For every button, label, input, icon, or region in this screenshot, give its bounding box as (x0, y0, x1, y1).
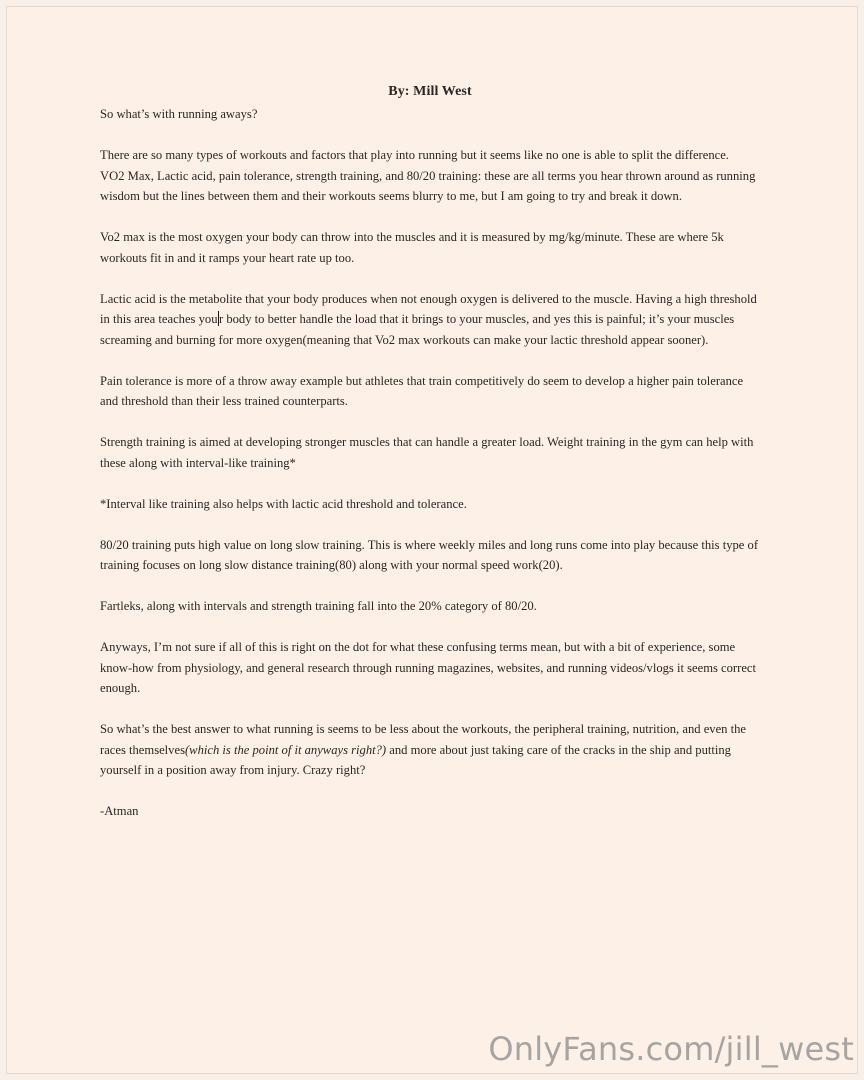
paragraph-vo2-max: Vo2 max is the most oxygen your body can throw into the muscles and it is measured by mg/kg/minute. These are where 5k workouts fit in and it ramps your heart rate up too. (100, 230, 724, 265)
paragraph-anyways: Anyways, I’m not sure if all of this is right on the dot for what these confusing terms mean, but with a bit of experience, some know-how from physiology, and general research through running magazines, websites, and running videos/vlogs it seems correct enough. (100, 640, 756, 695)
paragraph-intro-question: So what’s with running aways? (100, 107, 258, 121)
paragraph-lactic-acid: Lactic acid is the metabolite that your body produces when not enough oxygen is delivered to the muscle. Having a high threshold in this area teaches you r body to better handle the load that it brings to your muscles, and yes this is painful; it’s your muscles screaming and burning for more oxygen(meaning that Vo2 max workouts can make your lactic threshold appear sooner). (100, 291, 757, 347)
watermark: OnlyFans.com/jill_west (488, 1030, 854, 1068)
paragraph-conclusion: So what’s the best answer to what running is seems to be less about the workouts, the peripheral training, nutrition, and even the races themselves(which is the point of it anyways right?) and more about just taking care of the cracks in the ship and putting yourself in a position away from injury. Crazy right? (100, 722, 746, 777)
paragraph-fartleks: Fartleks, along with intervals and strength training fall into the 20% category of 80/20. (100, 599, 537, 613)
paragraph-terms: VO2 Max, Lactic acid, pain tolerance, strength training, and 80/20 training: these are all terms you hear thrown around as running wisdom but the lines between them and their workouts seems blurry to me, but I am going to try and break it down. (100, 168, 756, 203)
byline: By: Mill West (388, 84, 472, 99)
signoff: -Atman (100, 804, 139, 818)
paragraph-strength-training: Strength training is aimed at developing stronger muscles that can handle a greater load. Weight training in the gym can help with these along with interval-like training* (100, 435, 754, 470)
paragraph-workout-types: There are so many types of workouts and factors that play into running but it seems like no one is able to split the difference. (100, 148, 729, 162)
document-body[interactable] (100, 104, 760, 842)
italic-aside: (which is the point of it anyways right?) (184, 742, 387, 757)
paragraph-80-20: 80/20 training puts high value on long slow training. This is where weekly miles and long runs come into play because this type of training focuses on long slow distance training(80) along with your normal speed work(20). (100, 537, 759, 572)
paragraph-pain-tolerance: Pain tolerance is more of a throw away example but athletes that train competitively do seem to develop a higher pain tolerance and threshold than their less trained counterparts. (100, 373, 744, 408)
paragraph-interval-note: *Interval like training also helps with lactic acid threshold and tolerance. (100, 496, 467, 511)
